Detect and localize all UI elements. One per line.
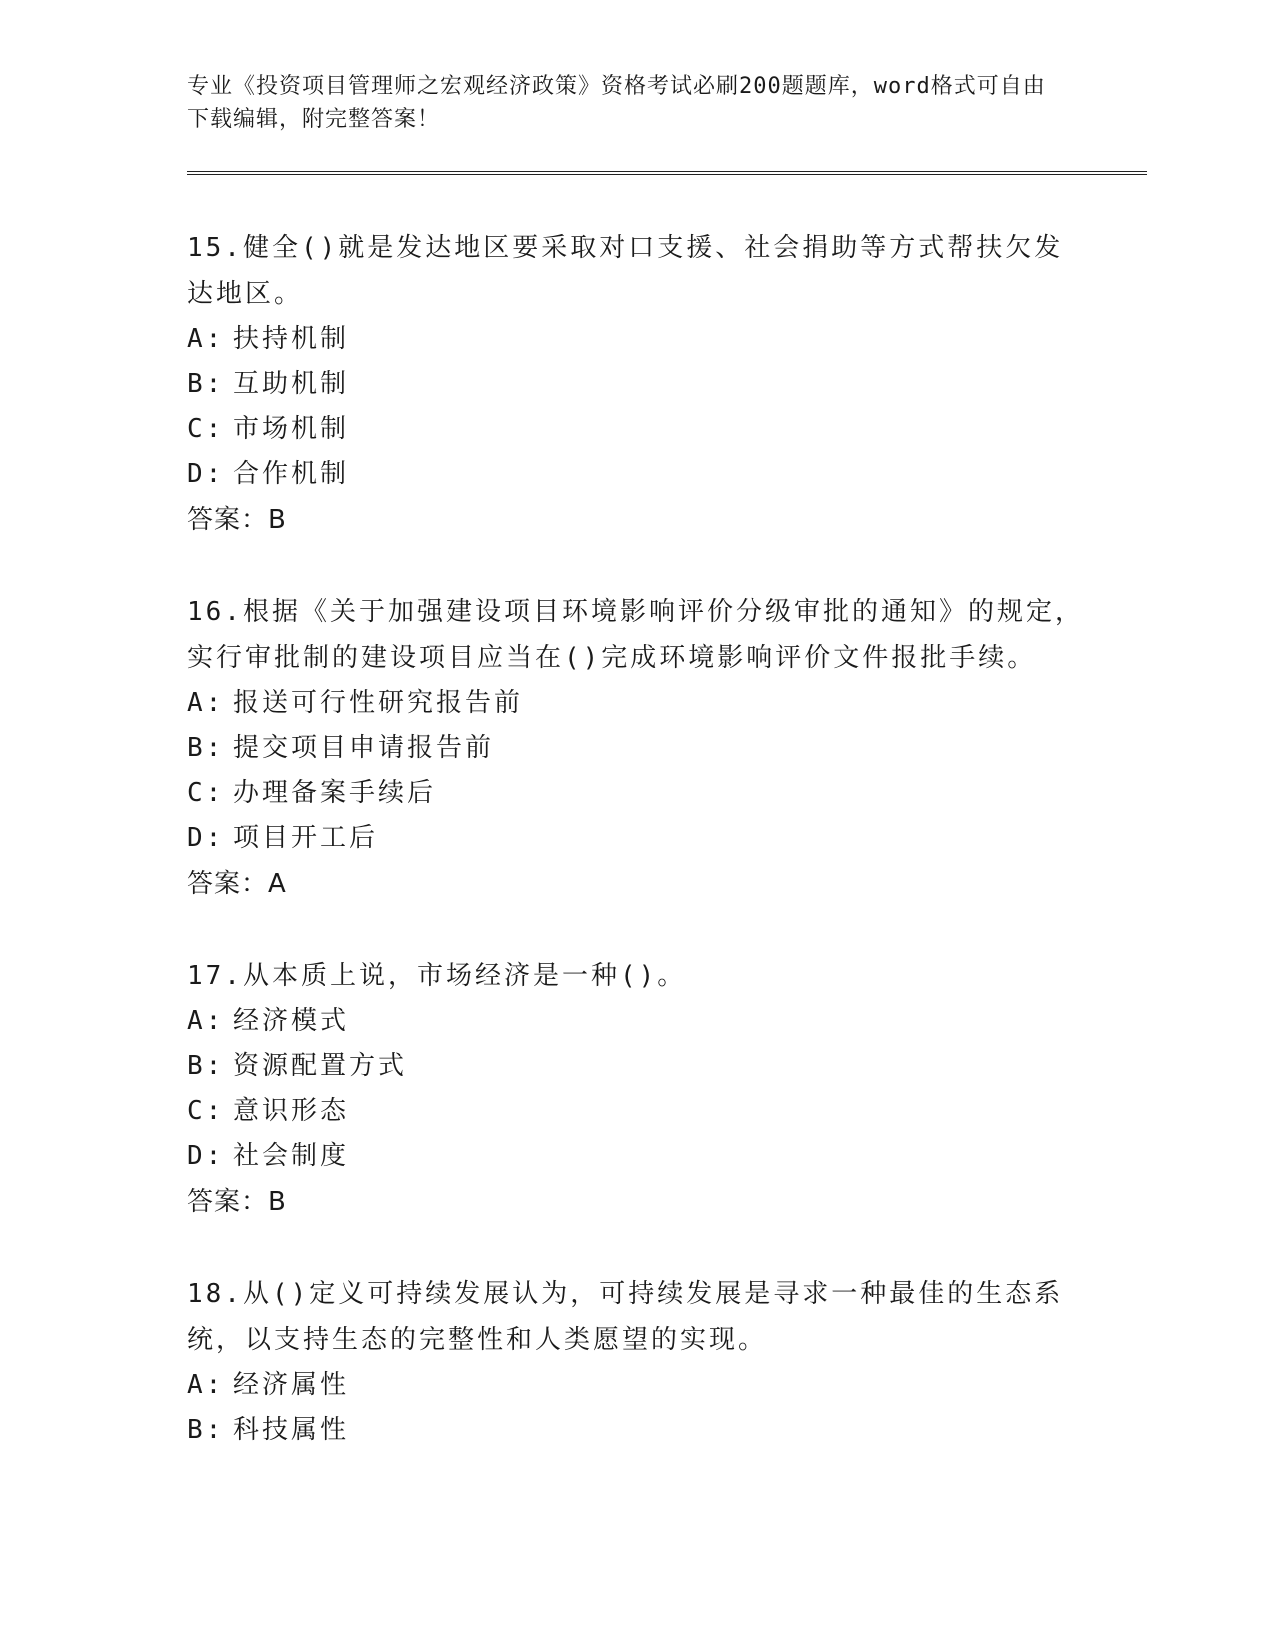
question-16 xyxy=(187,589,1147,907)
question-17 xyxy=(187,953,1147,1225)
option-text: 经济模式 xyxy=(233,1006,350,1036)
option-a xyxy=(187,317,1147,362)
option-text: 提交项目申请报告前 xyxy=(233,733,495,763)
option-a xyxy=(187,999,1147,1044)
option-letter: B: xyxy=(187,369,225,399)
option-text: 社会制度 xyxy=(233,1141,350,1171)
option-text: 市场机制 xyxy=(233,414,350,444)
option-b xyxy=(187,362,1147,407)
option-text: 意识形态 xyxy=(233,1096,350,1126)
option-b xyxy=(187,726,1147,771)
answer-line: 答案：B xyxy=(187,1187,287,1217)
option-c xyxy=(187,1089,1147,1134)
option-text: 科技属性 xyxy=(233,1415,350,1445)
option-letter: C: xyxy=(187,1096,225,1126)
question-list xyxy=(187,225,1147,1453)
option-letter: D: xyxy=(187,459,225,489)
option-text: 报送可行性研究报告前 xyxy=(233,688,524,718)
option-letter: C: xyxy=(187,414,225,444)
document-page xyxy=(187,70,1147,1499)
option-text: 经济属性 xyxy=(233,1370,350,1400)
option-letter: A: xyxy=(187,1006,225,1036)
option-text: 资源配置方式 xyxy=(233,1051,408,1081)
option-letter: C: xyxy=(187,778,225,808)
option-d xyxy=(187,452,1147,497)
option-a xyxy=(187,681,1147,726)
question-stem: 16.根据《关于加强建设项目环境影响评价分级审批的通知》的规定，实行审批制的建设项目应当在()完成环境影响评价文件报批手续。 xyxy=(187,597,1084,673)
option-c xyxy=(187,407,1147,452)
option-b xyxy=(187,1044,1147,1089)
option-letter: B: xyxy=(187,1415,225,1445)
question-18 xyxy=(187,1271,1147,1453)
option-text: 互助机制 xyxy=(233,369,350,399)
question-15 xyxy=(187,225,1147,543)
option-a xyxy=(187,1363,1147,1408)
option-letter: B: xyxy=(187,733,225,763)
answer-line: 答案：A xyxy=(187,869,287,899)
option-text: 项目开工后 xyxy=(233,823,379,853)
option-text: 合作机制 xyxy=(233,459,350,489)
option-text: 办理备案手续后 xyxy=(233,778,437,808)
option-b xyxy=(187,1408,1147,1453)
option-text: 扶持机制 xyxy=(233,324,350,354)
option-letter: D: xyxy=(187,1141,225,1171)
option-letter: D: xyxy=(187,823,225,853)
header-divider xyxy=(187,171,1147,175)
option-letter: A: xyxy=(187,324,225,354)
option-letter: A: xyxy=(187,688,225,718)
document-header: 专业《投资项目管理师之宏观经济政策》资格考试必刷200题题库，word格式可自由下载编辑，附完整答案！ xyxy=(187,74,1046,132)
option-c xyxy=(187,771,1147,816)
question-stem: 15.健全()就是发达地区要采取对口支援、社会捐助等方式帮扶欠发达地区。 xyxy=(187,233,1064,309)
answer-line: 答案：B xyxy=(187,505,287,535)
option-letter: B: xyxy=(187,1051,225,1081)
option-letter: A: xyxy=(187,1370,225,1400)
question-stem: 17.从本质上说，市场经济是一种()。 xyxy=(187,961,687,991)
option-d xyxy=(187,1134,1147,1179)
question-stem: 18.从()定义可持续发展认为，可持续发展是寻求一种最佳的生态系统，以支持生态的完整性和人类愿望的实现。 xyxy=(187,1279,1064,1355)
option-d xyxy=(187,816,1147,861)
